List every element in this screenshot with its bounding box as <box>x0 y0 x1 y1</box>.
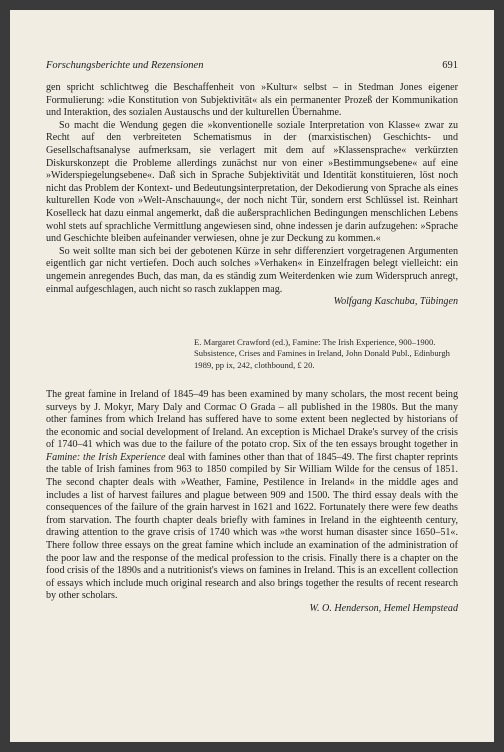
book-citation: E. Margaret Crawford (ed.), Famine: The Irish Experience, 900–1900. Subsistence, Crises and Famines in Ireland, John Donald Publ., Edinburgh 1989, pp ix, 242, clothbound, £ 20. <box>194 336 450 370</box>
review-kaschuba <box>46 82 458 309</box>
section-title: Forschungsberichte und Rezensionen <box>46 60 204 71</box>
reviewer-signature: W. O. Henderson, Hemel Hempstead <box>309 603 458 614</box>
paragraph: So weit sollte man sich bei der gebotenen Kürze in sehr differenziert vorgetragenen Argumenten eigentlich gar nicht vertiefen. Doch auch solches »Verhaken« in Einzelfragen belegt vielleicht: ein ungemein anregendes Buch, das man, da es ständig zum Weiterdenken wie zum Widerspruch anregt, einmal aufgeschlagen, auch nicht so rasch zuklappen mag. <box>46 245 458 295</box>
review-body-part: deal with famines other than that of 1845–49. The first chapter reprints the table of Irish famines from 963 to 1850 compiled by Sir William Wilde for the census of 1851. The second chapter deals with »Weather, Famine, Pestilence in Ireland« in the middle ages and includes a list of harvest failures and plague between 909 and 1500. The third essay deals with the consequences of the failure of the grain harvest in 1621 and 1622. Fortunately there were few deaths from starvation. The fourth chapter deals briefly with famines in Ireland in the eighteenth century, drawing attention to the grave crisis of 1740 which was »the worst human disaster since 1650–51«. There follow three essays on the great famine which include an examination of the administration of the poor law and the response of the medical profession to the crisis. Finally there is a chapter on the food crisis of the 1890s and a nutritionist's views on famines in Ireland. This is an excellent collection of essays which include much original research and also brings together the results of recent research by other scholars. <box>46 451 458 602</box>
book-title-inline: Famine: the Irish Experience <box>46 451 166 463</box>
page-number: 691 <box>442 60 458 71</box>
paragraph: So macht die Wendung gegen die »konventionelle soziale Interpretation von Klasse« zwar zu Recht auf den verbreiteten Schematismus in der (marxistischen) Geschichts- und Gesellschaftsanalyse aufmerksam, sie verlagert mit dem auf »Klassensprache« verkürzten Diskurskonzept die Probleme allerdings zunächst nur von einer »Bestimmungsebene« auf eine »Widerspiegelungsebene«. Daß sich in Sprache Subjektivität und Identität konstituieren, löst noch nicht das Problem der Kontext- und Bedeutungsinterpretation, der Dekodierung von Sprache als eines kulturellen Kode von »Welt-Anschauung«, der noch nicht Tür, sondern erst Schlüssel ist. Reinhart Koselleck hat dazu einmal angemerkt, daß die außersprachlichen Bedingungen menschlichen Lebens wohl stets auf sprachliche Vermittlung angewiesen sind, ohne indessen je darin aufzugehen: »Sprache und Geschichte bleiben aufeinander verwiesen, ohne je zur Deckung zu kommen.« <box>46 119 458 245</box>
review-henderson <box>46 389 458 616</box>
running-head <box>46 60 458 71</box>
journal-page <box>10 10 494 742</box>
paragraph: gen spricht schlichtweg die Beschaffenheit von »Kultur« selbst – in Stedman Jones eigener Formulierung: »die Konstitution von Subjektivität« als ein permanenter Prozeß der Kommunikation und Interaktion, des sozialen Austauschs und der kulturellen Übernahme. <box>46 82 458 119</box>
reviewer-signature: Wolfgang Kaschuba, Tübingen <box>333 296 458 308</box>
review-body-part: The great famine in Ireland of 1845–49 has been examined by many scholars, the most recent being surveys by J. Mokyr, Mary Daly and Cormac O Grada – all published in the 1980s. But the many other famines from which Ireland has suffered have to some extent been neglected by historians of the economic and social development of Ireland. An exception is Michael Drake's survey of the crisis of 1740–41 which was due to the failure of the potato crop. Six of the ten essays brought together in <box>46 388 458 451</box>
review-body <box>46 389 458 603</box>
